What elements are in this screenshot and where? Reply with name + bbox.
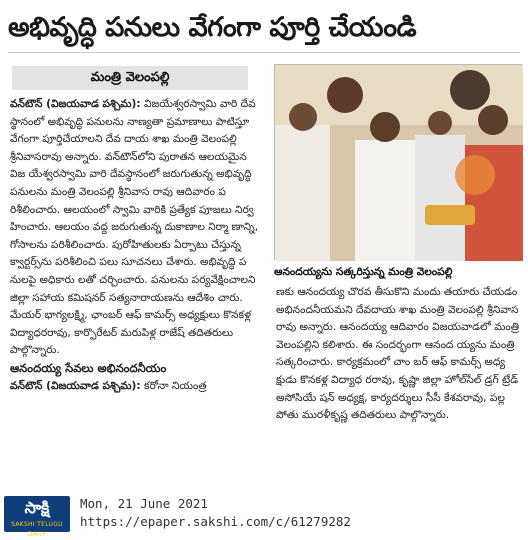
article-column-1 (10, 96, 260, 488)
article-paragraph-3: ణకు ఆనందయ్య చొరవ తీసుకొని మందు తయారు చేయడం అభినందనీయమని దేవదాయ శాఖ మంత్రి వెలంపల్లి శ్రీనివాసరావు అన్నారు. ఆనందయ్య ఆదివారం విజయవాడలో మంత్రి వెలంపల్లిని కలిశారు. ఈ సందర్భంగా ఆనంద య్యను మంత్రి సత్కరించారు. కార్యక్రమంలో చాం బర్‌ ఆఫ్‌ కామర్స్‌ అధ్యక్షుడు కొనకళ్ల విద్యాధ రరావు, కృష్ణా జిల్లా హోల్‌సేల్‌ డ్రగ్‌ ట్రేడ్‌ అసోసియే షన్‌ అధ్యక్ష, కార్యదర్శులు సీసీ కేశవరావు, పల్ల పోతు మురళీకృష్ణ తదితరులు పాల్గొన్నారు. (276, 286, 520, 422)
logo-text: సాక్షి (24, 498, 50, 517)
dateline: వన్‌టౌన్‌ (విజయవాడ పశ్చిమ): (10, 98, 141, 110)
photo-caption: ఆనందయ్యను సత్కరిస్తున్న మంత్రి వెలంపల్లి (274, 266, 453, 278)
article-paragraph-2: కరోనా నియంత్ర (143, 379, 207, 392)
article-paragraph-1: విజయేశ్వరస్వామి వారి దేవస్థానంలో అభివృద్ధి పనులను నాణ్యతా ప్రమాణాలు పాటిస్తూ వేగంగా పూర్తిచేయాలని దేవ దాయ శాఖ మంత్రి వెలంపల్లి శ్రీనివాసరావు అన్నారు. వన్‌టౌన్‌లోని పురాతన ఆలయమైన విజ యేశ్వరస్వామి వారి దేవస్థానంలో జరుగుతున్న అభివృద్ధి పనులను మంత్రి వెలంపల్లి శ్రీనివాస రావు ఆదివారం పరిశీలించారు. ఆలయంలో స్వామి వారికి ప్రత్యేక పూజలు నిర్వహించారు. ఆలయం వద్ద జరుగుతున్న దుకాణాల నిర్మా ణాన్ని, గోసాలను పరిశీలించారు. పురోహితులకు ఏర్పాటు చేస్తున్న క్వార్టర్స్‌ను పరిశీలించి పలు సూచనలు చేశారు. అభివృద్ధి పనులపై అధికారు లతో చర్చించారు. పనులను పర్యవేక్షించాలని జిల్లా సహాయ కమిషనర్‌ సత్యనారాయణను ఆదేశిం చారు. మేయర్‌ భాగ్యలక్ష్మి, ఛాంబర్‌ ఆఫ్‌ కామర్స్‌ అధ్యక్షులు కొనకళ్ల విద్యాధరరావు, కార్పొరేటర్‌ మరుపిళ్ల రాజేష్‌ తదితరులు పాల్గొన్నారు. (10, 98, 259, 357)
article-subhead: ఆనందయ్య సేవలు అభినందనీయం (10, 360, 167, 375)
sakshi-logo (4, 496, 70, 538)
epaper-link[interactable]: https://epaper.sakshi.com/c/61279282 (80, 514, 351, 529)
edition-date: Mon, 21 June 2021 (80, 496, 208, 511)
headline-divider (8, 52, 520, 53)
article-column-2 (276, 284, 520, 470)
news-photo (274, 64, 522, 260)
dateline-2: వన్‌టౌన్‌ (విజయవాడ పశ్చిమ): (10, 379, 141, 392)
logo-subtitle: SAKSHI TELUGU DAILY (11, 521, 63, 538)
byline: మంత్రి వెలంపల్లి (12, 66, 248, 90)
footer (0, 490, 528, 536)
headline: అభివృద్ధి పనులు వేగంగా పూర్తి చేయండి (8, 12, 417, 43)
